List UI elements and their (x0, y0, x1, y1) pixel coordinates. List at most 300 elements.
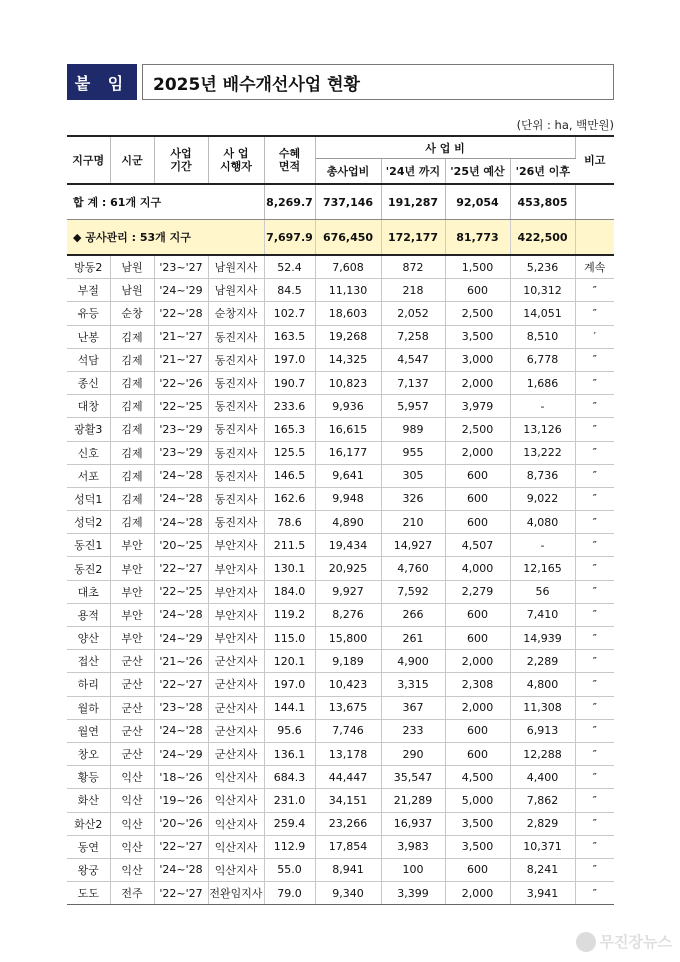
cell-executor: 동진지사 (208, 348, 264, 371)
total-row (67, 184, 614, 220)
cell-note: ″ (575, 557, 614, 580)
cell-budget-25: 2,000 (445, 882, 510, 905)
cell-thru-24: 7,137 (381, 371, 445, 394)
cell-area: 112.9 (264, 835, 315, 858)
cell-executor: 동진지사 (208, 395, 264, 418)
cell-total-cost: 10,823 (315, 371, 381, 394)
cell-thru-24: 955 (381, 441, 445, 464)
cell-area: 115.0 (264, 627, 315, 650)
cell-total-cost: 8,276 (315, 603, 381, 626)
total-budget-25: 92,054 (445, 184, 510, 220)
cell-after-26: 2,829 (510, 812, 575, 835)
col-after-26: '26년 이후 (510, 159, 575, 185)
cell-district-name: 왕궁 (67, 858, 110, 881)
cell-total-cost: 13,178 (315, 742, 381, 765)
cell-total-cost: 23,266 (315, 812, 381, 835)
cell-period: '24~'28 (154, 719, 208, 742)
cell-city: 익산 (110, 835, 154, 858)
table-row (67, 557, 614, 580)
cell-note: ″ (575, 696, 614, 719)
cell-district-name: 동진2 (67, 557, 110, 580)
cell-city: 부안 (110, 603, 154, 626)
cell-executor: 군산지사 (208, 719, 264, 742)
cell-thru-24: 266 (381, 603, 445, 626)
cell-budget-25: 600 (445, 487, 510, 510)
cell-period: '23~'29 (154, 418, 208, 441)
cell-budget-25: 600 (445, 858, 510, 881)
cell-note: ′ (575, 325, 614, 348)
cell-thru-24: 290 (381, 742, 445, 765)
cell-period: '22~'27 (154, 557, 208, 580)
col-thru-24: '24년 까지 (381, 159, 445, 185)
table-row (67, 395, 614, 418)
cell-total-cost: 15,800 (315, 627, 381, 650)
cell-after-26: 56 (510, 580, 575, 603)
cell-thru-24: 210 (381, 511, 445, 534)
cell-city: 순창 (110, 302, 154, 325)
table-row (67, 441, 614, 464)
cell-executor: 동진지사 (208, 418, 264, 441)
cell-budget-25: 2,500 (445, 418, 510, 441)
cell-note: ″ (575, 627, 614, 650)
cell-city: 김제 (110, 325, 154, 348)
table-row (67, 673, 614, 696)
cell-thru-24: 233 (381, 719, 445, 742)
cell-after-26: 14,939 (510, 627, 575, 650)
cell-after-26: 12,165 (510, 557, 575, 580)
table-row (67, 719, 614, 742)
cell-thru-24: 7,258 (381, 325, 445, 348)
table-row (67, 882, 614, 905)
cell-area: 163.5 (264, 325, 315, 348)
cell-note: ″ (575, 650, 614, 673)
total-note (575, 184, 614, 220)
cell-executor: 동진지사 (208, 487, 264, 510)
cell-period: '22~'26 (154, 371, 208, 394)
cell-total-cost: 9,340 (315, 882, 381, 905)
cell-total-cost: 34,151 (315, 789, 381, 812)
cell-budget-25: 1,500 (445, 255, 510, 279)
table-row (67, 487, 614, 510)
cell-period: '24~'29 (154, 627, 208, 650)
cell-budget-25: 3,979 (445, 395, 510, 418)
cell-budget-25: 3,500 (445, 835, 510, 858)
cell-area: 84.5 (264, 279, 315, 302)
cell-city: 군산 (110, 650, 154, 673)
cell-city: 김제 (110, 464, 154, 487)
cell-note: ″ (575, 302, 614, 325)
cell-note: ″ (575, 418, 614, 441)
cell-district-name: 종신 (67, 371, 110, 394)
cell-executor: 익산지사 (208, 766, 264, 789)
cell-after-26: 7,410 (510, 603, 575, 626)
cell-budget-25: 2,308 (445, 673, 510, 696)
cell-after-26: 4,800 (510, 673, 575, 696)
cell-executor: 남원지사 (208, 255, 264, 279)
cell-note: ″ (575, 858, 614, 881)
cell-city: 남원 (110, 279, 154, 302)
cell-note: ″ (575, 279, 614, 302)
cell-city: 김제 (110, 395, 154, 418)
cell-note: ″ (575, 812, 614, 835)
cell-area: 197.0 (264, 348, 315, 371)
cell-area: 162.6 (264, 487, 315, 510)
cell-city: 부안 (110, 580, 154, 603)
cell-period: '21~'26 (154, 650, 208, 673)
table-row (67, 603, 614, 626)
cell-thru-24: 989 (381, 418, 445, 441)
cell-thru-24: 7,592 (381, 580, 445, 603)
cell-city: 군산 (110, 696, 154, 719)
cell-area: 130.1 (264, 557, 315, 580)
cell-city: 익산 (110, 858, 154, 881)
cell-period: '23~'28 (154, 696, 208, 719)
cell-total-cost: 7,608 (315, 255, 381, 279)
cell-note: ″ (575, 742, 614, 765)
table-row (67, 418, 614, 441)
cell-area: 55.0 (264, 858, 315, 881)
cell-after-26: 10,312 (510, 279, 575, 302)
cell-total-cost: 14,325 (315, 348, 381, 371)
subtotal-after-26: 422,500 (510, 220, 575, 256)
cell-after-26: 10,371 (510, 835, 575, 858)
cell-after-26: 1,686 (510, 371, 575, 394)
cell-area: 190.7 (264, 371, 315, 394)
cell-area: 79.0 (264, 882, 315, 905)
col-executor: 사 업 시행자 (208, 136, 264, 184)
col-city: 시군 (110, 136, 154, 184)
cell-executor: 부안지사 (208, 534, 264, 557)
table-row (67, 858, 614, 881)
cell-period: '23~'29 (154, 441, 208, 464)
table-row (67, 534, 614, 557)
table-row (67, 464, 614, 487)
cell-budget-25: 600 (445, 464, 510, 487)
table-row (67, 279, 614, 302)
cell-thru-24: 4,760 (381, 557, 445, 580)
cell-executor: 동진지사 (208, 371, 264, 394)
cell-budget-25: 2,000 (445, 650, 510, 673)
cell-city: 남원 (110, 255, 154, 279)
cell-note: ″ (575, 395, 614, 418)
subtotal-thru-24: 172,177 (381, 220, 445, 256)
watermark-logo-icon (576, 932, 596, 952)
cell-city: 김제 (110, 487, 154, 510)
cell-district-name: 접산 (67, 650, 110, 673)
cell-period: '24~'28 (154, 858, 208, 881)
cell-executor: 부안지사 (208, 627, 264, 650)
cell-area: 259.4 (264, 812, 315, 835)
cell-period: '24~'28 (154, 511, 208, 534)
cell-city: 익산 (110, 789, 154, 812)
cell-district-name: 양산 (67, 627, 110, 650)
cell-note: ″ (575, 534, 614, 557)
cell-period: '24~'29 (154, 279, 208, 302)
cell-district-name: 성덕1 (67, 487, 110, 510)
total-cost: 737,146 (315, 184, 381, 220)
cell-after-26: 6,778 (510, 348, 575, 371)
cell-total-cost: 4,890 (315, 511, 381, 534)
cell-district-name: 화산2 (67, 812, 110, 835)
cell-after-26: - (510, 395, 575, 418)
cell-budget-25: 4,507 (445, 534, 510, 557)
cell-total-cost: 9,948 (315, 487, 381, 510)
cell-executor: 군산지사 (208, 673, 264, 696)
cell-note: ″ (575, 371, 614, 394)
cell-period: '22~'27 (154, 882, 208, 905)
cell-note: ″ (575, 673, 614, 696)
cell-city: 부안 (110, 557, 154, 580)
cell-area: 102.7 (264, 302, 315, 325)
cell-period: '22~'27 (154, 673, 208, 696)
subtotal-area: 7,697.9 (264, 220, 315, 256)
cell-thru-24: 326 (381, 487, 445, 510)
cell-after-26: 2,289 (510, 650, 575, 673)
cell-total-cost: 16,615 (315, 418, 381, 441)
cell-area: 184.0 (264, 580, 315, 603)
project-status-table (67, 135, 614, 905)
subtotal-row (67, 220, 614, 256)
cell-total-cost: 9,927 (315, 580, 381, 603)
cell-district-name: 동연 (67, 835, 110, 858)
cell-executor: 동진지사 (208, 464, 264, 487)
cell-area: 233.6 (264, 395, 315, 418)
cell-district-name: 유등 (67, 302, 110, 325)
cell-total-cost: 8,941 (315, 858, 381, 881)
cell-executor: 익산지사 (208, 858, 264, 881)
cell-area: 211.5 (264, 534, 315, 557)
cell-district-name: 월하 (67, 696, 110, 719)
cell-executor: 익산지사 (208, 835, 264, 858)
cell-district-name: 대초 (67, 580, 110, 603)
cell-after-26: 4,080 (510, 511, 575, 534)
cell-budget-25: 5,000 (445, 789, 510, 812)
cell-note: ″ (575, 835, 614, 858)
cell-after-26: 9,022 (510, 487, 575, 510)
cell-district-name: 창오 (67, 742, 110, 765)
cell-thru-24: 5,957 (381, 395, 445, 418)
cell-city: 군산 (110, 742, 154, 765)
cell-district-name: 석담 (67, 348, 110, 371)
cell-executor: 순창지사 (208, 302, 264, 325)
cell-budget-25: 2,500 (445, 302, 510, 325)
cell-period: '24~'28 (154, 464, 208, 487)
cell-district-name: 대창 (67, 395, 110, 418)
cell-city: 익산 (110, 812, 154, 835)
subtotal-label: ◆ 공사관리 : 53개 지구 (67, 220, 264, 256)
table-row (67, 511, 614, 534)
subtotal-cost: 676,450 (315, 220, 381, 256)
cell-budget-25: 600 (445, 627, 510, 650)
cell-after-26: 7,862 (510, 789, 575, 812)
cell-after-26: 12,288 (510, 742, 575, 765)
subtotal-note (575, 220, 614, 256)
cell-district-name: 황등 (67, 766, 110, 789)
cell-district-name: 난봉 (67, 325, 110, 348)
cell-executor: 부안지사 (208, 557, 264, 580)
cell-city: 김제 (110, 511, 154, 534)
cell-budget-25: 3,000 (445, 348, 510, 371)
cell-city: 김제 (110, 348, 154, 371)
cell-budget-25: 3,500 (445, 812, 510, 835)
cell-area: 52.4 (264, 255, 315, 279)
cell-after-26: - (510, 534, 575, 557)
cell-after-26: 3,941 (510, 882, 575, 905)
table-row (67, 371, 614, 394)
cell-executor: 부안지사 (208, 580, 264, 603)
cell-area: 136.1 (264, 742, 315, 765)
cell-thru-24: 35,547 (381, 766, 445, 789)
col-budget-25: '25년 예산 (445, 159, 510, 185)
cell-after-26: 8,510 (510, 325, 575, 348)
cell-executor: 익산지사 (208, 812, 264, 835)
cell-after-26: 5,236 (510, 255, 575, 279)
cell-period: '22~'27 (154, 835, 208, 858)
cell-thru-24: 16,937 (381, 812, 445, 835)
cell-city: 군산 (110, 673, 154, 696)
cell-budget-25: 2,279 (445, 580, 510, 603)
cell-executor: 익산지사 (208, 789, 264, 812)
cell-thru-24: 21,289 (381, 789, 445, 812)
col-total-cost: 총사업비 (315, 159, 381, 185)
cell-total-cost: 44,447 (315, 766, 381, 789)
cell-city: 김제 (110, 371, 154, 394)
cell-executor: 부안지사 (208, 603, 264, 626)
cell-period: '24~'28 (154, 487, 208, 510)
cell-thru-24: 305 (381, 464, 445, 487)
table-row (67, 789, 614, 812)
cell-period: '24~'29 (154, 742, 208, 765)
cell-period: '21~'27 (154, 348, 208, 371)
cell-period: '19~'26 (154, 789, 208, 812)
cell-total-cost: 9,641 (315, 464, 381, 487)
cell-total-cost: 9,936 (315, 395, 381, 418)
cell-after-26: 4,400 (510, 766, 575, 789)
cell-thru-24: 3,983 (381, 835, 445, 858)
watermark (576, 931, 672, 952)
cell-after-26: 11,308 (510, 696, 575, 719)
cell-thru-24: 218 (381, 279, 445, 302)
table-row (67, 812, 614, 835)
col-period: 사업 기간 (154, 136, 208, 184)
cell-period: '22~'25 (154, 580, 208, 603)
cell-area: 95.6 (264, 719, 315, 742)
cell-period: '24~'28 (154, 603, 208, 626)
cell-executor: 전완임지사 (208, 882, 264, 905)
cell-period: '18~'26 (154, 766, 208, 789)
cell-district-name: 하리 (67, 673, 110, 696)
table-row (67, 650, 614, 673)
table-row (67, 742, 614, 765)
cell-district-name: 성덕2 (67, 511, 110, 534)
cell-district-name: 도도 (67, 882, 110, 905)
cell-area: 125.5 (264, 441, 315, 464)
cell-district-name: 용적 (67, 603, 110, 626)
total-thru-24: 191,287 (381, 184, 445, 220)
cell-period: '23~'27 (154, 255, 208, 279)
cell-district-name: 화산 (67, 789, 110, 812)
subtotal-budget-25: 81,773 (445, 220, 510, 256)
cell-budget-25: 600 (445, 719, 510, 742)
page-title: 2025년 배수개선사업 현황 (142, 64, 614, 100)
cell-after-26: 13,222 (510, 441, 575, 464)
cell-city: 부안 (110, 534, 154, 557)
col-area: 수혜 면적 (264, 136, 315, 184)
cell-area: 120.1 (264, 650, 315, 673)
cell-city: 부안 (110, 627, 154, 650)
attachment-badge: 붙 임 (67, 64, 137, 100)
table-row (67, 302, 614, 325)
cell-total-cost: 18,603 (315, 302, 381, 325)
cell-total-cost: 11,130 (315, 279, 381, 302)
cell-district-name: 부절 (67, 279, 110, 302)
cell-note: ″ (575, 580, 614, 603)
cell-district-name: 광활3 (67, 418, 110, 441)
cell-after-26: 13,126 (510, 418, 575, 441)
table-row (67, 325, 614, 348)
cell-thru-24: 3,399 (381, 882, 445, 905)
cell-district-name: 월연 (67, 719, 110, 742)
cell-budget-25: 2,000 (445, 696, 510, 719)
cell-period: '20~'25 (154, 534, 208, 557)
total-label: 합 계 : 61개 지구 (67, 184, 264, 220)
cell-city: 김제 (110, 418, 154, 441)
cell-district-name: 방동2 (67, 255, 110, 279)
cell-thru-24: 4,900 (381, 650, 445, 673)
cell-area: 78.6 (264, 511, 315, 534)
cell-period: '22~'25 (154, 395, 208, 418)
cell-period: '22~'28 (154, 302, 208, 325)
cell-total-cost: 10,423 (315, 673, 381, 696)
cell-note: ″ (575, 789, 614, 812)
cell-note: ″ (575, 719, 614, 742)
cell-budget-25: 4,500 (445, 766, 510, 789)
cell-thru-24: 3,315 (381, 673, 445, 696)
cell-area: 146.5 (264, 464, 315, 487)
cell-total-cost: 17,854 (315, 835, 381, 858)
cell-area: 165.3 (264, 418, 315, 441)
cell-note: ″ (575, 487, 614, 510)
cell-city: 군산 (110, 719, 154, 742)
col-note: 비고 (575, 136, 614, 184)
cell-thru-24: 261 (381, 627, 445, 650)
cell-area: 119.2 (264, 603, 315, 626)
cell-executor: 동진지사 (208, 511, 264, 534)
cell-thru-24: 872 (381, 255, 445, 279)
cell-thru-24: 367 (381, 696, 445, 719)
cell-total-cost: 13,675 (315, 696, 381, 719)
cell-note: ″ (575, 348, 614, 371)
cell-total-cost: 19,268 (315, 325, 381, 348)
cell-area: 684.3 (264, 766, 315, 789)
cell-executor: 군산지사 (208, 742, 264, 765)
total-after-26: 453,805 (510, 184, 575, 220)
cell-total-cost: 9,189 (315, 650, 381, 673)
cell-thru-24: 14,927 (381, 534, 445, 557)
table-row (67, 696, 614, 719)
page-header (67, 64, 614, 100)
cell-budget-25: 600 (445, 603, 510, 626)
cell-executor: 군산지사 (208, 696, 264, 719)
cell-city: 전주 (110, 882, 154, 905)
cell-note: ″ (575, 441, 614, 464)
cell-district-name: 서포 (67, 464, 110, 487)
cell-city: 익산 (110, 766, 154, 789)
cell-note: 계속 (575, 255, 614, 279)
cell-thru-24: 100 (381, 858, 445, 881)
col-cost-group: 사 업 비 (315, 136, 575, 159)
cell-note: ″ (575, 882, 614, 905)
